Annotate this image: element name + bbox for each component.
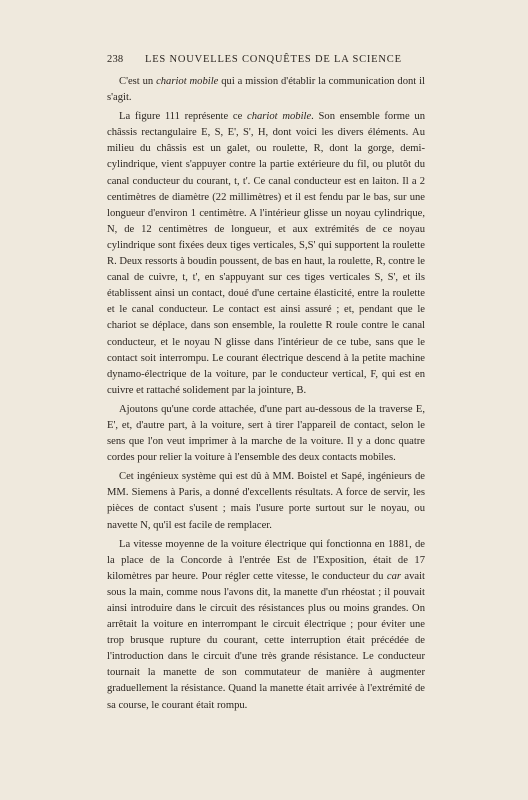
- paragraph: [107, 109, 425, 399]
- paragraph-text: Cet ingénieux système qui est dû à MM. Boistel et Sapé, ingénieurs de MM. Siemens à Paris, a donné d'excellents résultats. A force de servir, les pièces de contact s'usent ; mais l'usure porte surtout sur le noyau, ou navette N, qu'il est facile de remplacer.: [107, 471, 425, 531]
- paragraph: [107, 402, 425, 466]
- paragraph-text: . Son ensemble forme un châssis rectangulaire E, S, E', S', H, dont voici les divers éléments. Au milieu du châssis est un galet, ou roulette, R, dont la gorge, demi-cylindrique, vient s'appuyer contre la partie extérieure du fil, ou plutôt du canal conducteur du courant, t, t'. Ce canal conducteur est en laiton. Il a 2 centimètres de diamètre (22 millimètres) et il est fendu par le bas, sur une longueur d'environ 1 centimètre. A l'intérieur glisse un noyau cylindrique, N, de 12 centimètres de longueur, et aux extrémités de ce noyau cylindrique sont fixées deux tiges verticales, S,S' qui supportent la roulette R. Deux ressorts à boudin poussent, de bas en haut, la roulette, R, contre le canal de cuivre, t, t', en s'appuyant sur ces tiges verticales S, S', et ils établissent ainsi un contact, doué d'une certaine élasticité, entre la roulette et le canal conducteur. Le contact est ainsi assuré ; et, pendant que le chariot se déplace, dans son ensemble, la roulette R roule contre le canal conducteur, et le noyau N glisse dans l'intérieur de ce tube, sans que le contact soit interrompu. Le courant électrique descend à la petite machine dynamo-électrique de la voiture, par le conducteur vertical, F, qui est en cuivre et rattaché solidement par la jointure, B.: [107, 111, 425, 396]
- italic-term: car: [386, 570, 401, 582]
- paragraph-text: Ajoutons qu'une corde attachée, d'une part au-dessous de la traverse E, E', et, d'autre part, à la voiture, sert à tirer l'appareil de contact, selon le sens que l'on veut imprimer à la marche de la voiture. Il y a donc quatre cordes pour relier la voiture à l'ensemble des deux contacts mobiles.: [107, 403, 425, 464]
- paragraph-text: La vitesse moyenne de la voiture électrique qui fonctionna en 1881, de la place de la Concorde à l'entrée Est de l'Exposition, était de 17 kilomètres par heure. Pour régler cette vitesse, le conducteur du: [107, 538, 425, 582]
- body-text: [107, 74, 425, 714]
- italic-term: chariot mobile: [247, 111, 312, 123]
- paragraph: [107, 537, 425, 714]
- paragraph: [107, 74, 425, 106]
- paragraph-text: C'est un: [119, 76, 157, 87]
- page-number: 238: [107, 54, 124, 65]
- italic-term: chariot mobile: [156, 76, 219, 87]
- paragraph-text: qui a mission d'établir la communication dont il s'agit.: [107, 76, 425, 104]
- running-title: LES NOUVELLES CONQUÊTES DE LA SCIENCE: [145, 54, 402, 65]
- paragraph-text: La figure 111 représente ce: [119, 111, 248, 123]
- paragraph: [107, 469, 425, 533]
- paragraph-text: avait sous la main, comme nous l'avons dit, la manette d'un rhéostat ; il pouvait ainsi introduire dans le circuit des résistances plus ou moins grandes. On arrêtait la voiture en interrompant le circuit électrique ; pour éviter une trop brusque rupture du courant, cette interruption était précédée de l'introduction dans le circuit d'une très grande résistance. Le conducteur tournait la manette de son commutateur de manière à augmenter graduellement la résistance. Quand la manette était arrivée à l'extrémité de sa course, le courant était rompu.: [107, 570, 425, 711]
